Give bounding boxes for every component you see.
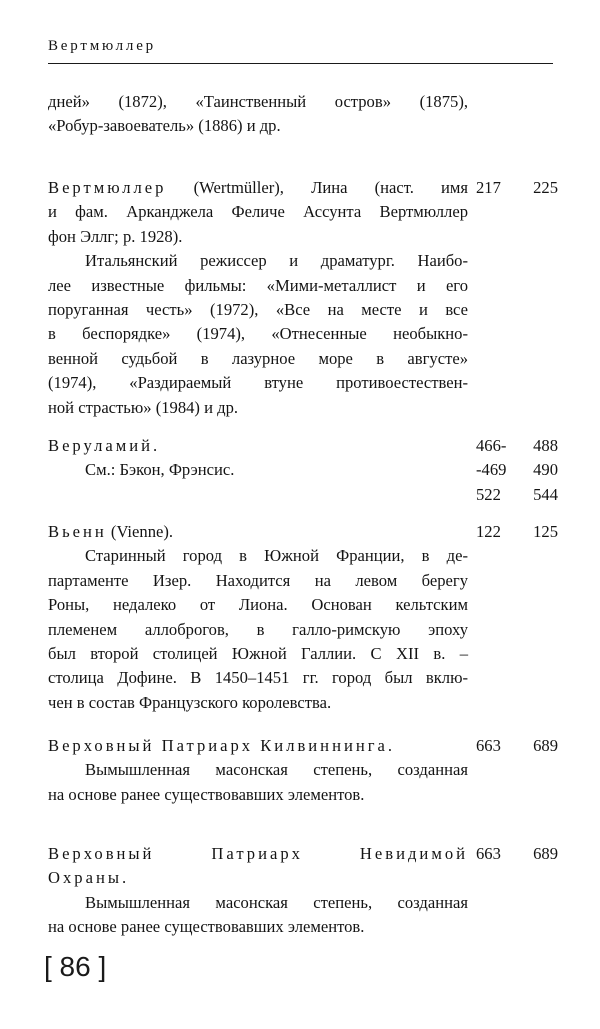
entry-vienne: [48, 520, 558, 715]
page-ref: 689: [533, 844, 558, 863]
page-ref: -469: [476, 460, 507, 480]
text-line: фон Эллг; р. 1928).: [48, 226, 183, 246]
text-line: поруганная честь» (1972), «Все на месте и все: [48, 299, 468, 319]
entry-heading: [48, 520, 468, 544]
text-line: См.: Бэкон, Фрэнсис.: [85, 460, 235, 480]
entry-heading-rest: .: [387, 736, 393, 755]
text-line: венной судьбой в лазурное море в августе»: [48, 348, 468, 368]
entry-continuation: [48, 90, 558, 139]
page-ref: 125: [533, 522, 558, 541]
page-ref: 490: [533, 460, 558, 480]
entry-name: Вьенн: [48, 522, 107, 541]
page-ref-row: [476, 734, 558, 758]
page-references: [476, 842, 558, 866]
text-line: столица Дофине. В 1450–1451 гг. город был вклю-: [48, 668, 468, 688]
entry-heading-cont: [48, 866, 468, 890]
page-ref-row: [476, 520, 558, 544]
entry-supreme-patriarch-invisible-guard: [48, 842, 558, 940]
page-ref: 488: [533, 436, 558, 455]
text-line: Вымышленная масонская степень, созданная: [85, 760, 468, 780]
entry-verulamius: [48, 434, 558, 504]
page-ref: 663: [476, 844, 501, 863]
page-ref: 217: [476, 178, 501, 197]
page-ref-row: [476, 483, 558, 507]
entry-heading-rest: (Vienne).: [106, 522, 174, 541]
text-line: в беспорядке» (1974), «Отнесенные необыкно-: [48, 324, 468, 344]
entry-name: Верховный Патриарх Килвиннинга: [48, 736, 388, 755]
entry-heading: [48, 176, 468, 200]
text-line: на основе ранее существовавших элементов.: [48, 784, 365, 804]
text-line: Вымышленная масонская степень, созданная: [85, 892, 468, 912]
page-ref-row: [476, 458, 558, 482]
page-references: [476, 734, 558, 758]
text-line: Итальянский режиссер и драматург. Наибо-: [85, 251, 468, 271]
text-line: ной страстью» (1984) и др.: [48, 397, 239, 417]
text-line: (1974), «Раздираемый втуне противоестествен-: [48, 373, 468, 393]
text-line: чен в состав Французского королевства.: [48, 692, 332, 712]
text-line: партаменте Изер. Находится на левом берегу: [48, 570, 468, 590]
running-head: Вертмюллер: [48, 38, 156, 54]
page-ref: 122: [476, 522, 501, 541]
entry-name: Охраны: [48, 868, 122, 888]
text-line: и фам. Арканджела Феличе Ассунта Вертмюллер: [48, 202, 468, 222]
entry-heading-rest: .: [121, 868, 127, 888]
entry-name: Вертмюллер: [48, 178, 167, 197]
header-rule: [48, 63, 553, 64]
page-ref: 522: [476, 484, 501, 504]
page-ref: 689: [533, 736, 558, 755]
entry-heading: [48, 434, 468, 458]
text-line: «Робур-завоеватель» (1886) и др.: [48, 116, 281, 136]
page-references: [476, 520, 558, 544]
entry-heading-rest: (Wertmüller), Лина (наст. имя: [166, 178, 468, 197]
page-ref: 466-: [476, 436, 507, 455]
entry-heading: [48, 842, 468, 866]
entry-name: Веруламий: [48, 436, 153, 455]
text-line: лее известные фильмы: «Мими-металлист и его: [48, 275, 468, 295]
page-ref: 663: [476, 736, 501, 755]
page-ref-row: [476, 176, 558, 200]
text-line: на основе ранее существовавших элементов.: [48, 917, 365, 937]
text-line: был второй столицей Южной Галлии. С XII в. –: [48, 643, 468, 663]
page-references: [476, 176, 558, 200]
page-number: [ 86 ]: [44, 951, 107, 982]
page-ref: 544: [533, 484, 558, 504]
text-line: племенем аллоброгов, в галло-римскую эпоху: [48, 619, 468, 639]
page-ref-row: [476, 842, 558, 866]
text-line: Старинный город в Южной Франции, в де-: [85, 546, 468, 566]
entry-heading: [48, 734, 468, 758]
entry-name: Верховный Патриарх Невидимой: [48, 844, 468, 863]
page-ref: 225: [533, 178, 558, 197]
text-line: дней» (1872), «Таинственный остров» (1875),: [48, 92, 468, 111]
entry-wertmuller: [48, 176, 558, 420]
entry-heading-rest: .: [153, 436, 158, 455]
page-ref-row: [476, 434, 558, 458]
text-line: Роны, недалеко от Лиона. Основан кельтским: [48, 595, 468, 615]
page-references: [476, 434, 558, 507]
entry-supreme-patriarch-kilwinning: [48, 734, 558, 807]
